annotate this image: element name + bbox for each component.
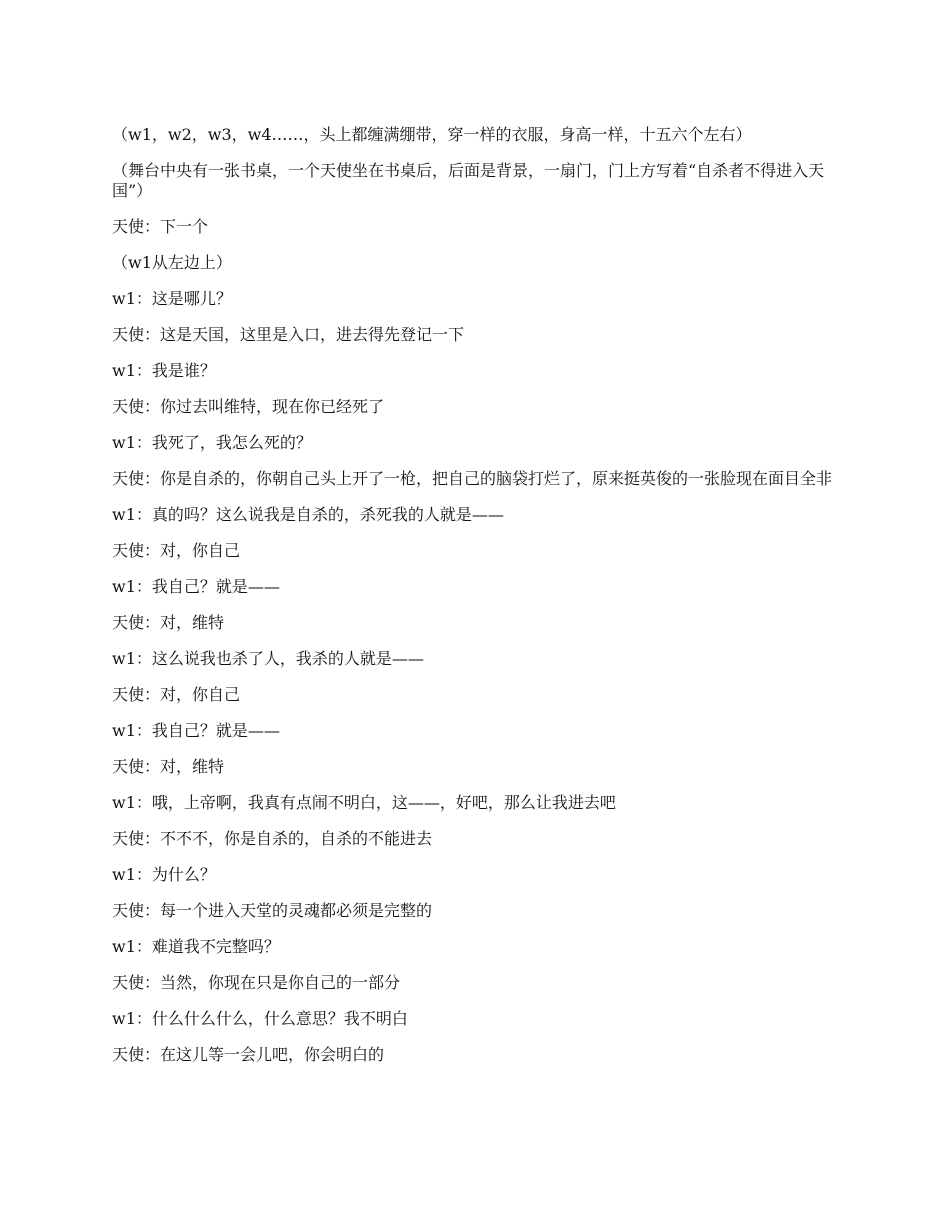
dialogue-line: w1：这么说我也杀了人，我杀的人就是—— [112,649,424,668]
dialogue-line: 天使：对，你自己 [112,541,241,560]
dialogue-line: w1：我是谁？ [112,361,216,380]
dialogue-line: 天使：下一个 [112,217,209,236]
dialogue-line: 天使：不不不，你是自杀的，自杀的不能进去 [112,829,433,848]
dialogue-line: 天使：每一个进入天堂的灵魂都必须是完整的 [112,901,433,920]
dialogue-line: w1：为什么？ [112,865,216,884]
dialogue-line: 天使：你过去叫维特，现在你已经死了 [112,397,385,416]
dialogue-line: w1：我死了，我怎么死的？ [112,433,312,452]
stage-direction: （w1，w2，w3，w4……，头上都缠满绷带，穿一样的衣服，身高一样，十五六个左右） [112,125,752,144]
dialogue-line: w1：我自己？就是—— [112,577,280,596]
dialogue-line: 天使：对，维特 [112,757,225,776]
dialogue-line: 天使：在这儿等一会儿吧，你会明白的 [112,1045,385,1064]
stage-direction: （舞台中央有一张书桌，一个天使坐在书桌后，后面是背景，一扇门，门上方写着“自杀者不得进入天国”） [112,161,825,200]
stage-direction: （w1从左边上） [112,253,232,272]
dialogue-line: 天使：这是天国，这里是入口，进去得先登记一下 [112,325,465,344]
dialogue-line: w1：难道我不完整吗？ [112,937,280,956]
dialogue-line: 天使：对，你自己 [112,685,241,704]
dialogue-line: 天使：当然，你现在只是你自己的一部分 [112,973,401,992]
dialogue-line: w1：这是哪儿？ [112,289,232,308]
dialogue-line: w1：哦，上帝啊，我真有点闹不明白，这——，好吧，那么让我进去吧 [112,793,616,812]
dialogue-line: w1：真的吗？这么说我是自杀的，杀死我的人就是—— [112,505,504,524]
script-body [112,125,842,1081]
dialogue-line: 天使：对，维特 [112,613,225,632]
dialogue-line: 天使：你是自杀的，你朝自己头上开了一枪，把自己的脑袋打烂了，原来挺英俊的一张脸现在面目全非 [112,469,833,488]
dialogue-line: w1：什么什么什么，什么意思？我不明白 [112,1009,408,1028]
dialogue-line: w1：我自己？就是—— [112,721,280,740]
